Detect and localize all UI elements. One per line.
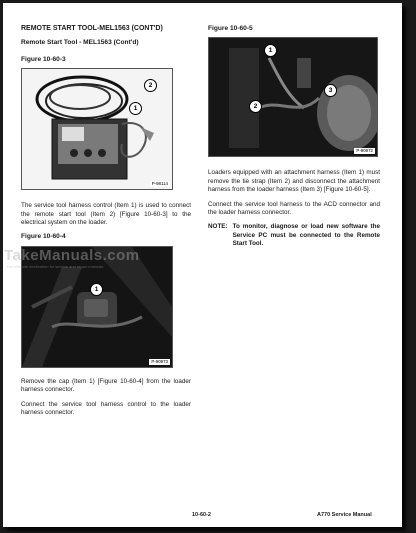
attachment-harness-photo — [209, 38, 377, 156]
watermark-tagline: The ultimate destination for service and repair manuals — [6, 264, 104, 269]
figure-5-callout-1: 1 — [264, 44, 277, 57]
left-column — [21, 25, 191, 417]
paragraph-5: Connect the service tool harness to the ACD connector and the loader harness connector. — [208, 200, 380, 217]
figure-5-callout-3: 3 — [324, 84, 337, 97]
paragraph-2: Remove the cap (Item 1) [Figure 10-60-4] from the loader harness connector. — [21, 377, 191, 394]
paragraph-3: Connect the service tool harness control to the loader harness connector. — [21, 400, 191, 417]
figure-5-id: P-90972 — [356, 148, 373, 154]
figure-5-image — [208, 37, 378, 157]
subsection-title: Remote Start Tool - MEL1563 (Cont'd) — [21, 39, 139, 47]
figure-4-id: P-90973 — [151, 358, 168, 364]
figure-3-callout-1: 1 — [129, 102, 142, 115]
figure-3-label: Figure 10-60-3 — [21, 55, 66, 63]
section-title: REMOTE START TOOL-MEL1563 (CONT'D) — [21, 25, 163, 32]
note-block — [208, 223, 380, 248]
paragraph-4: Loaders equipped with an attachment harness (Item 1) must remove the tie strap (Item 2) and disconnect the attachment harness from the loader harness (Item 3) [Figure 10-60-5]. — [208, 169, 380, 194]
figure-3-id: P-98114 — [151, 181, 168, 187]
figure-4-label: Figure 10-60-4 — [21, 233, 66, 241]
figure-3-callout-2: 2 — [144, 79, 157, 92]
page-number: 10-60-2 — [192, 512, 211, 518]
figure-5-callout-2: 2 — [249, 100, 262, 113]
watermark-logo: TakeManuals.com — [4, 247, 140, 264]
figure-4-callout-1: 1 — [90, 283, 103, 296]
figure-5-label: Figure 10-60-5 — [208, 25, 253, 32]
right-column — [208, 25, 380, 249]
paragraph-1: The service tool harness control (Item 1) is used to connect the remote start tool (Item 2) [Figure 10-60-3] to the electrical system on the loader. — [21, 202, 191, 227]
manual-title: A770 Service Manual — [317, 512, 372, 518]
note-label: NOTE: — [208, 223, 228, 231]
figure-3-image — [21, 68, 173, 190]
note-text: To monitor, diagnose or load new software the Service PC must be connected to the Remote Start Tool. — [232, 223, 380, 248]
